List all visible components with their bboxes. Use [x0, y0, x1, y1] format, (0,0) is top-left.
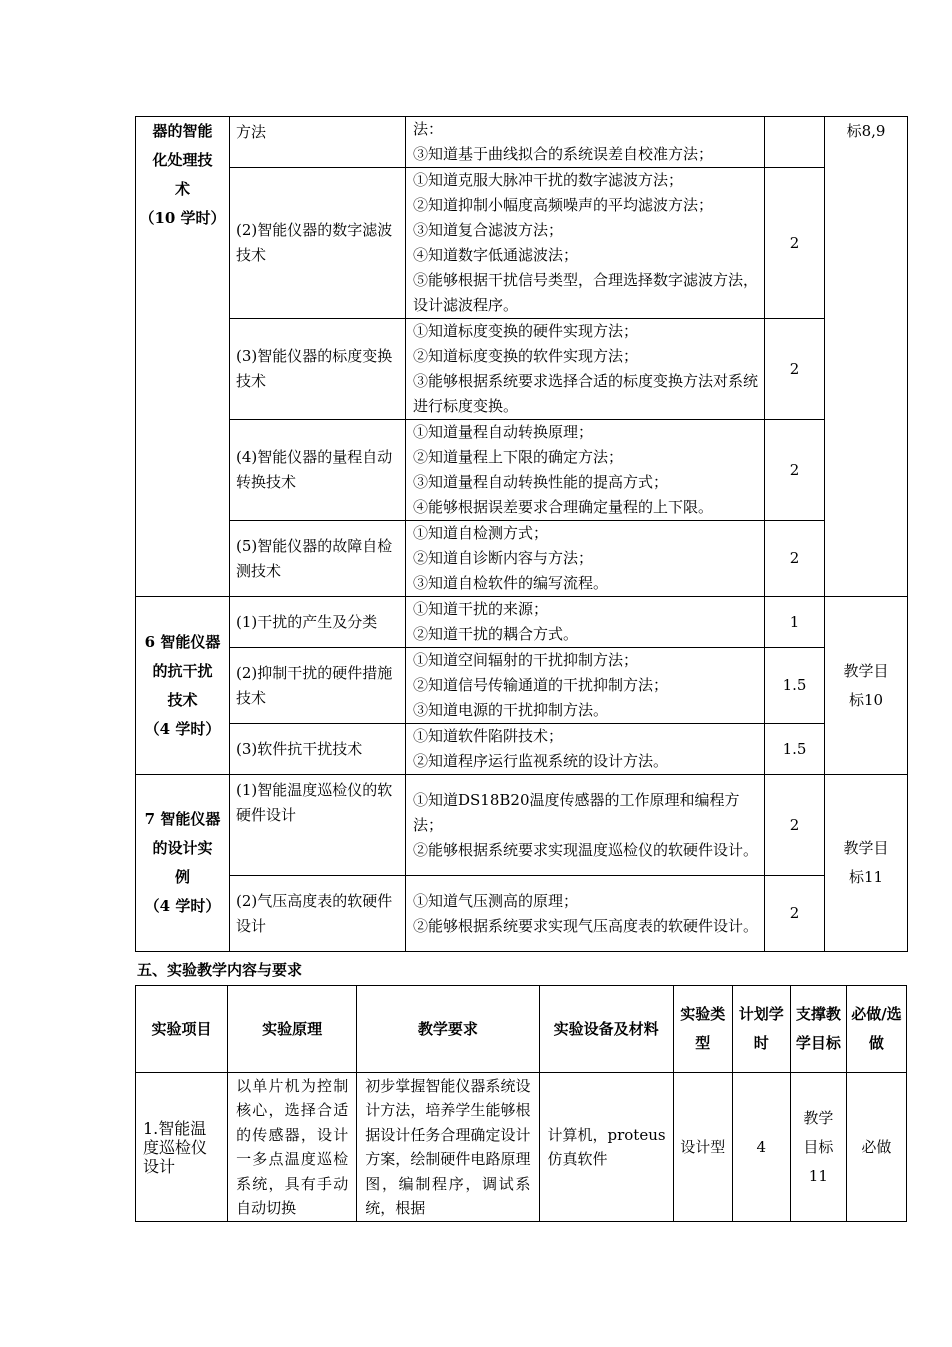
project-cell: 1.智能温度巡检仪设计: [136, 1073, 228, 1222]
requirements-cell: 初步掌握智能仪器系统设计方法，培养学生能够根据设计任务合理确定设计方案，绘制硬件电路原理图，编制程序，调试系统，根据: [357, 1073, 539, 1222]
requirements-cell: ①知道气压测高的原理； ②能够根据系统要求实现气压高度表的软硬件设计。: [406, 876, 765, 952]
required-cell: 必做: [846, 1073, 906, 1222]
topic-cell: (3)软件抗干扰技术: [230, 724, 406, 775]
hours-cell: 2: [765, 876, 825, 952]
header-required: 必做/选做: [846, 986, 906, 1073]
hours-cell: 1.5: [765, 648, 825, 724]
topic-cell: (1)干扰的产生及分类: [230, 597, 406, 648]
topic-cell: (3)智能仪器的标度变换技术: [230, 319, 406, 420]
type-cell: 设计型: [673, 1073, 732, 1222]
target-cell: 教学目 标11: [825, 775, 908, 952]
topic-cell: 方法: [230, 117, 406, 168]
header-hours: 计划学时: [732, 986, 790, 1073]
requirements-cell: ①知道自检测方式； ②知道自诊断内容与方法； ③知道自检软件的编写流程。: [406, 521, 765, 597]
hours-cell: [765, 117, 825, 168]
target-cell: 标8,9: [825, 117, 908, 597]
topic-cell: (1)智能温度巡检仪的软硬件设计: [230, 775, 406, 876]
hours-cell: 2: [765, 168, 825, 319]
requirements-cell: ①知道DS18B20温度传感器的工作原理和编程方法； ②能够根据系统要求实现温度巡检仪的软硬件设计。: [406, 775, 765, 876]
requirements-cell: ①知道软件陷阱技术； ②知道程序运行监视系统的设计方法。: [406, 724, 765, 775]
target-cell: 教学目标11: [790, 1073, 846, 1222]
target-cell: 教学目 标10: [825, 597, 908, 775]
hours-cell: 4: [732, 1073, 790, 1222]
hours-cell: 2: [765, 775, 825, 876]
header-requirements: 教学要求: [357, 986, 539, 1073]
header-equipment: 实验设备及材料: [539, 986, 673, 1073]
topic-cell: (2)智能仪器的数字滤波技术: [230, 168, 406, 319]
requirements-cell: ①知道标度变换的硬件实现方法； ②知道标度变换的软件实现方法； ③能够根据系统要求选择合适的标度变换方法对系统进行标度变换。: [406, 319, 765, 420]
equipment-cell: 计算机，proteus仿真软件: [539, 1073, 673, 1222]
table-row: [136, 420, 908, 521]
header-principle: 实验原理: [228, 986, 357, 1073]
table-row: [136, 876, 908, 952]
course-content-table: [135, 116, 908, 952]
table-row: [136, 775, 908, 876]
header-type: 实验类型: [673, 986, 732, 1073]
requirements-cell: ①知道克服大脉冲干扰的数字滤波方法； ②知道抑制小幅度高频噪声的平均滤波方法； ③知道复合滤波方法； ④知道数字低通滤波法； ⑤能够根据干扰信号类型，合理选择数字滤波方法，设计滤波程序。: [406, 168, 765, 319]
topic-cell: (2)抑制干扰的硬件措施技术: [230, 648, 406, 724]
chapter-cell: 7 智能仪器 的设计实 例 （4 学时）: [136, 775, 230, 952]
section-title: 五、实验教学内容与要求: [137, 961, 303, 979]
table-row: [136, 724, 908, 775]
requirements-cell: ①知道空间辐射的干扰抑制方法； ②知道信号传输通道的干扰抑制方法； ③知道电源的干扰抑制方法。: [406, 648, 765, 724]
table-row: [136, 521, 908, 597]
principle-cell: 以单片机为控制核心，选择合适的传感器，设计一多点温度巡检系统，具有手动自动切换: [228, 1073, 357, 1222]
table-row: [136, 648, 908, 724]
table-row: [136, 597, 908, 648]
header-project: 实验项目: [136, 986, 228, 1073]
requirements-cell: ①知道干扰的来源； ②知道干扰的耦合方式。: [406, 597, 765, 648]
hours-cell: 2: [765, 420, 825, 521]
hours-cell: 2: [765, 521, 825, 597]
table-row: [136, 1073, 907, 1222]
header-target: 支撑教学目标: [790, 986, 846, 1073]
hours-cell: 2: [765, 319, 825, 420]
chapter-cell: 6 智能仪器 的抗干扰 技术 （4 学时）: [136, 597, 230, 775]
requirements-cell: 法： ③知道基于曲线拟合的系统误差自校准方法；: [406, 117, 765, 168]
table-row: [136, 117, 908, 168]
topic-cell: (5)智能仪器的故障自检测技术: [230, 521, 406, 597]
header-row: [136, 986, 907, 1073]
requirements-cell: ①知道量程自动转换原理； ②知道量程上下限的确定方法； ③知道量程自动转换性能的提高方式； ④能够根据误差要求合理确定量程的上下限。: [406, 420, 765, 521]
table-row: [136, 168, 908, 319]
table-row: [136, 319, 908, 420]
lab-content-table: [135, 985, 907, 1222]
topic-cell: (4)智能仪器的量程自动转换技术: [230, 420, 406, 521]
chapter-cell: 器的智能 化处理技 术 （10 学时）: [136, 117, 230, 597]
hours-cell: 1: [765, 597, 825, 648]
topic-cell: (2)气压高度表的软硬件设计: [230, 876, 406, 952]
hours-cell: 1.5: [765, 724, 825, 775]
